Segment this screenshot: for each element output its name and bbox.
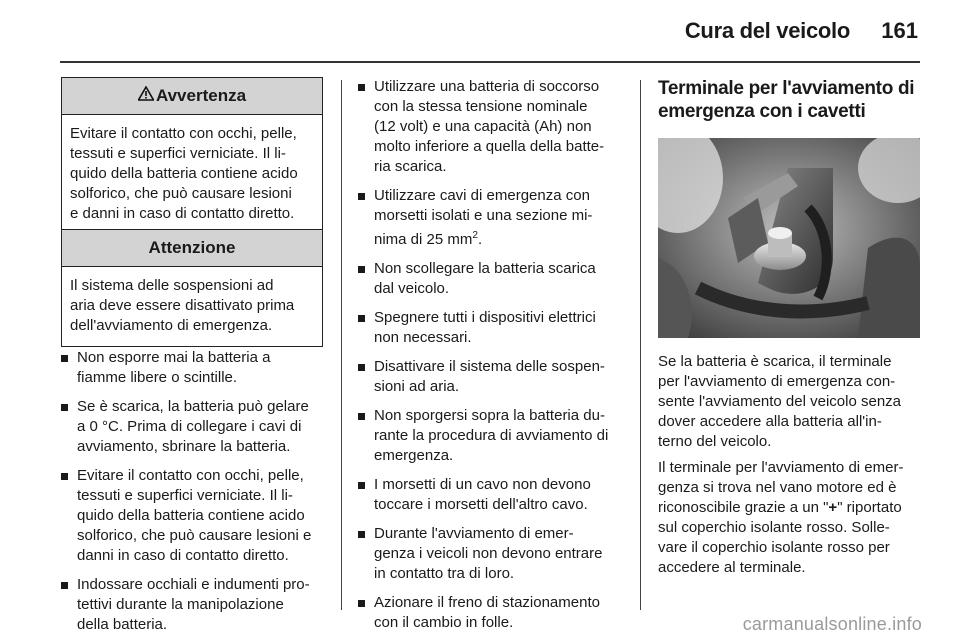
watermark: carmanualsonline.info (742, 614, 922, 634)
list-item-line: emergenza. (374, 447, 454, 464)
page-number: 161 (881, 18, 918, 43)
warning-triangle-icon (138, 86, 154, 106)
paragraph-line: accedere al terminale. (658, 559, 806, 576)
caution-box-title: Attenzione (148, 238, 236, 257)
list-item (358, 259, 633, 299)
warning-line: e danni in caso di contatto diretto. (70, 205, 295, 222)
caution-box-text (62, 267, 322, 346)
jump-start-terminal-photo (658, 138, 920, 338)
list-item-line: avviamento, sbrinare la batteria. (77, 438, 291, 455)
list-item-line: Utilizzare cavi di emergenza con (374, 187, 590, 204)
section-heading (658, 77, 928, 123)
section-heading-line: Terminale per l'avviamento di (658, 78, 915, 99)
list-item-line: tettivi durante la manipolazione (77, 596, 284, 613)
list-item-line: I morsetti di un cavo non devono (374, 476, 591, 493)
paragraph-line: genza si trova nel vano motore ed è (658, 479, 897, 496)
terminal-paragraph-1 (658, 352, 924, 452)
list-item-line: danni in caso di contatto diretto. (77, 547, 289, 564)
warning-line: quido della batteria contiene acido (70, 165, 298, 182)
list-item (358, 357, 633, 397)
list-item-line: (12 volt) e una capacità (Ah) non (374, 118, 592, 135)
list-item-line: tessuti e superfici verniciate. Il li- (77, 487, 293, 504)
bullet-square-icon (358, 482, 365, 489)
list-item-line: sioni ad aria. (374, 378, 460, 395)
paragraph-line: sul coperchio isolante rosso. Solle- (658, 519, 890, 536)
list-item-line: morsetti isolati e una sezione mi- (374, 207, 593, 224)
cable-section-superscript: 2 (472, 230, 478, 241)
list-item-line: Utilizzare una batteria di soccorso (374, 78, 600, 95)
bullet-square-icon (358, 364, 365, 371)
paragraph-line (658, 498, 924, 518)
warning-line: solforico, che può causare lesioni (70, 185, 292, 202)
list-item-line: fiamme libere o scintille. (77, 369, 238, 386)
paragraph-line: sente l'avviamento del veicolo senza (658, 393, 902, 410)
section-heading-line: emergenza con i cavetti (658, 101, 866, 122)
plus-prefix-text: riconoscibile grazie a un " (658, 499, 829, 516)
bullet-square-icon (358, 600, 365, 607)
list-item (358, 524, 633, 584)
warning-line: tessuti e superfici verniciate. Il li- (70, 145, 286, 162)
list-item-line: Evitare il contatto con occhi, pelle, (77, 467, 304, 484)
list-item (358, 77, 633, 177)
list-item-line: con il cambio in folle. (374, 614, 514, 631)
list-item (358, 475, 633, 515)
list-item (61, 575, 333, 635)
list-item (358, 406, 633, 466)
bullet-square-icon (358, 531, 365, 538)
bullet-square-icon (61, 582, 68, 589)
list-item-line: quido della batteria contiene acido (77, 507, 305, 524)
list-item-line: a 0 °C. Prima di collegare i cavi di (77, 418, 302, 435)
list-item (358, 593, 633, 633)
cable-section-period: . (477, 231, 483, 248)
list-item-line: genza i veicoli non devono entrare (374, 545, 603, 562)
list-item-line: rante la procedura di avviamento di (374, 427, 609, 444)
warning-box-header (62, 78, 322, 115)
caution-line: dell'avviamento di emergenza. (70, 317, 273, 334)
plus-suffix-text: " riportato (837, 499, 902, 516)
paragraph-line: vare il coperchio isolante rosso per (658, 539, 890, 556)
list-item-line: Se è scarica, la batteria può gelare (77, 398, 309, 415)
list-item (358, 186, 633, 250)
list-item-line: Disattivare il sistema delle sospen- (374, 358, 605, 375)
list-item-line: toccare i morsetti dell'altro cavo. (374, 496, 588, 513)
paragraph-line: per l'avviamento di emergenza con- (658, 373, 896, 390)
bullet-square-icon (358, 315, 365, 322)
page-header-title: Cura del veicolo (684, 18, 850, 43)
list-item-line: Indossare occhiali e indumenti pro- (77, 576, 310, 593)
list-item (358, 308, 633, 348)
header-divider (60, 61, 920, 63)
list-item-line: Non sporgersi sopra la batteria du- (374, 407, 605, 424)
bullet-square-icon (358, 84, 365, 91)
bullet-square-icon (358, 413, 365, 420)
cable-section-text: nima di 25 mm (374, 231, 473, 248)
list-item-line: Non esporre mai la batteria a (77, 349, 271, 366)
caution-box-header (62, 230, 322, 267)
bullet-square-icon (61, 404, 68, 411)
column-divider (640, 80, 641, 610)
list-item (61, 466, 333, 566)
list-item-line: non necessari. (374, 329, 472, 346)
list-item-line: ria scarica. (374, 158, 447, 175)
warning-box (61, 77, 323, 235)
list-item-line: dal veicolo. (374, 280, 450, 297)
list-item-line: in contatto tra di loro. (374, 565, 515, 582)
caution-line: Il sistema delle sospensioni ad (70, 277, 274, 294)
caution-box (61, 229, 323, 347)
paragraph-line: Se la batteria è scarica, il terminale (658, 353, 892, 370)
list-item-line (374, 226, 633, 250)
plus-icon: + (828, 499, 838, 516)
paragraph-line: Il terminale per l'avviamento di emer- (658, 459, 904, 476)
bullet-square-icon (61, 355, 68, 362)
bullet-square-icon (61, 473, 68, 480)
warning-box-title: Avvertenza (155, 86, 247, 105)
paragraph-line: dover accedere alla batteria all'in- (658, 413, 882, 430)
bullet-square-icon (358, 193, 365, 200)
column-divider (341, 80, 342, 610)
list-item-line: della batteria. (77, 616, 168, 633)
list-item-line: molto inferiore a quella della batte- (374, 138, 605, 155)
left-bullet-list (61, 348, 333, 644)
list-item-line: Non scollegare la batteria scarica (374, 260, 596, 277)
middle-bullet-list (358, 77, 633, 642)
list-item (61, 397, 333, 457)
warning-line: Evitare il contatto con occhi, pelle, (70, 125, 297, 142)
caution-line: aria deve essere disattivato prima (70, 297, 295, 314)
list-item (61, 348, 333, 388)
list-item-line: Spegnere tutti i dispositivi elettrici (374, 309, 596, 326)
paragraph-line: terno del veicolo. (658, 433, 772, 450)
warning-box-text (62, 115, 322, 234)
list-item-line: Durante l'avviamento di emer- (374, 525, 574, 542)
list-item-line: Azionare il freno di stazionamento (374, 594, 600, 611)
bullet-square-icon (358, 266, 365, 273)
terminal-paragraph-2 (658, 458, 924, 578)
list-item-line: con la stessa tensione nominale (374, 98, 588, 115)
list-item-line: solforico, che può causare lesioni e (77, 527, 312, 544)
